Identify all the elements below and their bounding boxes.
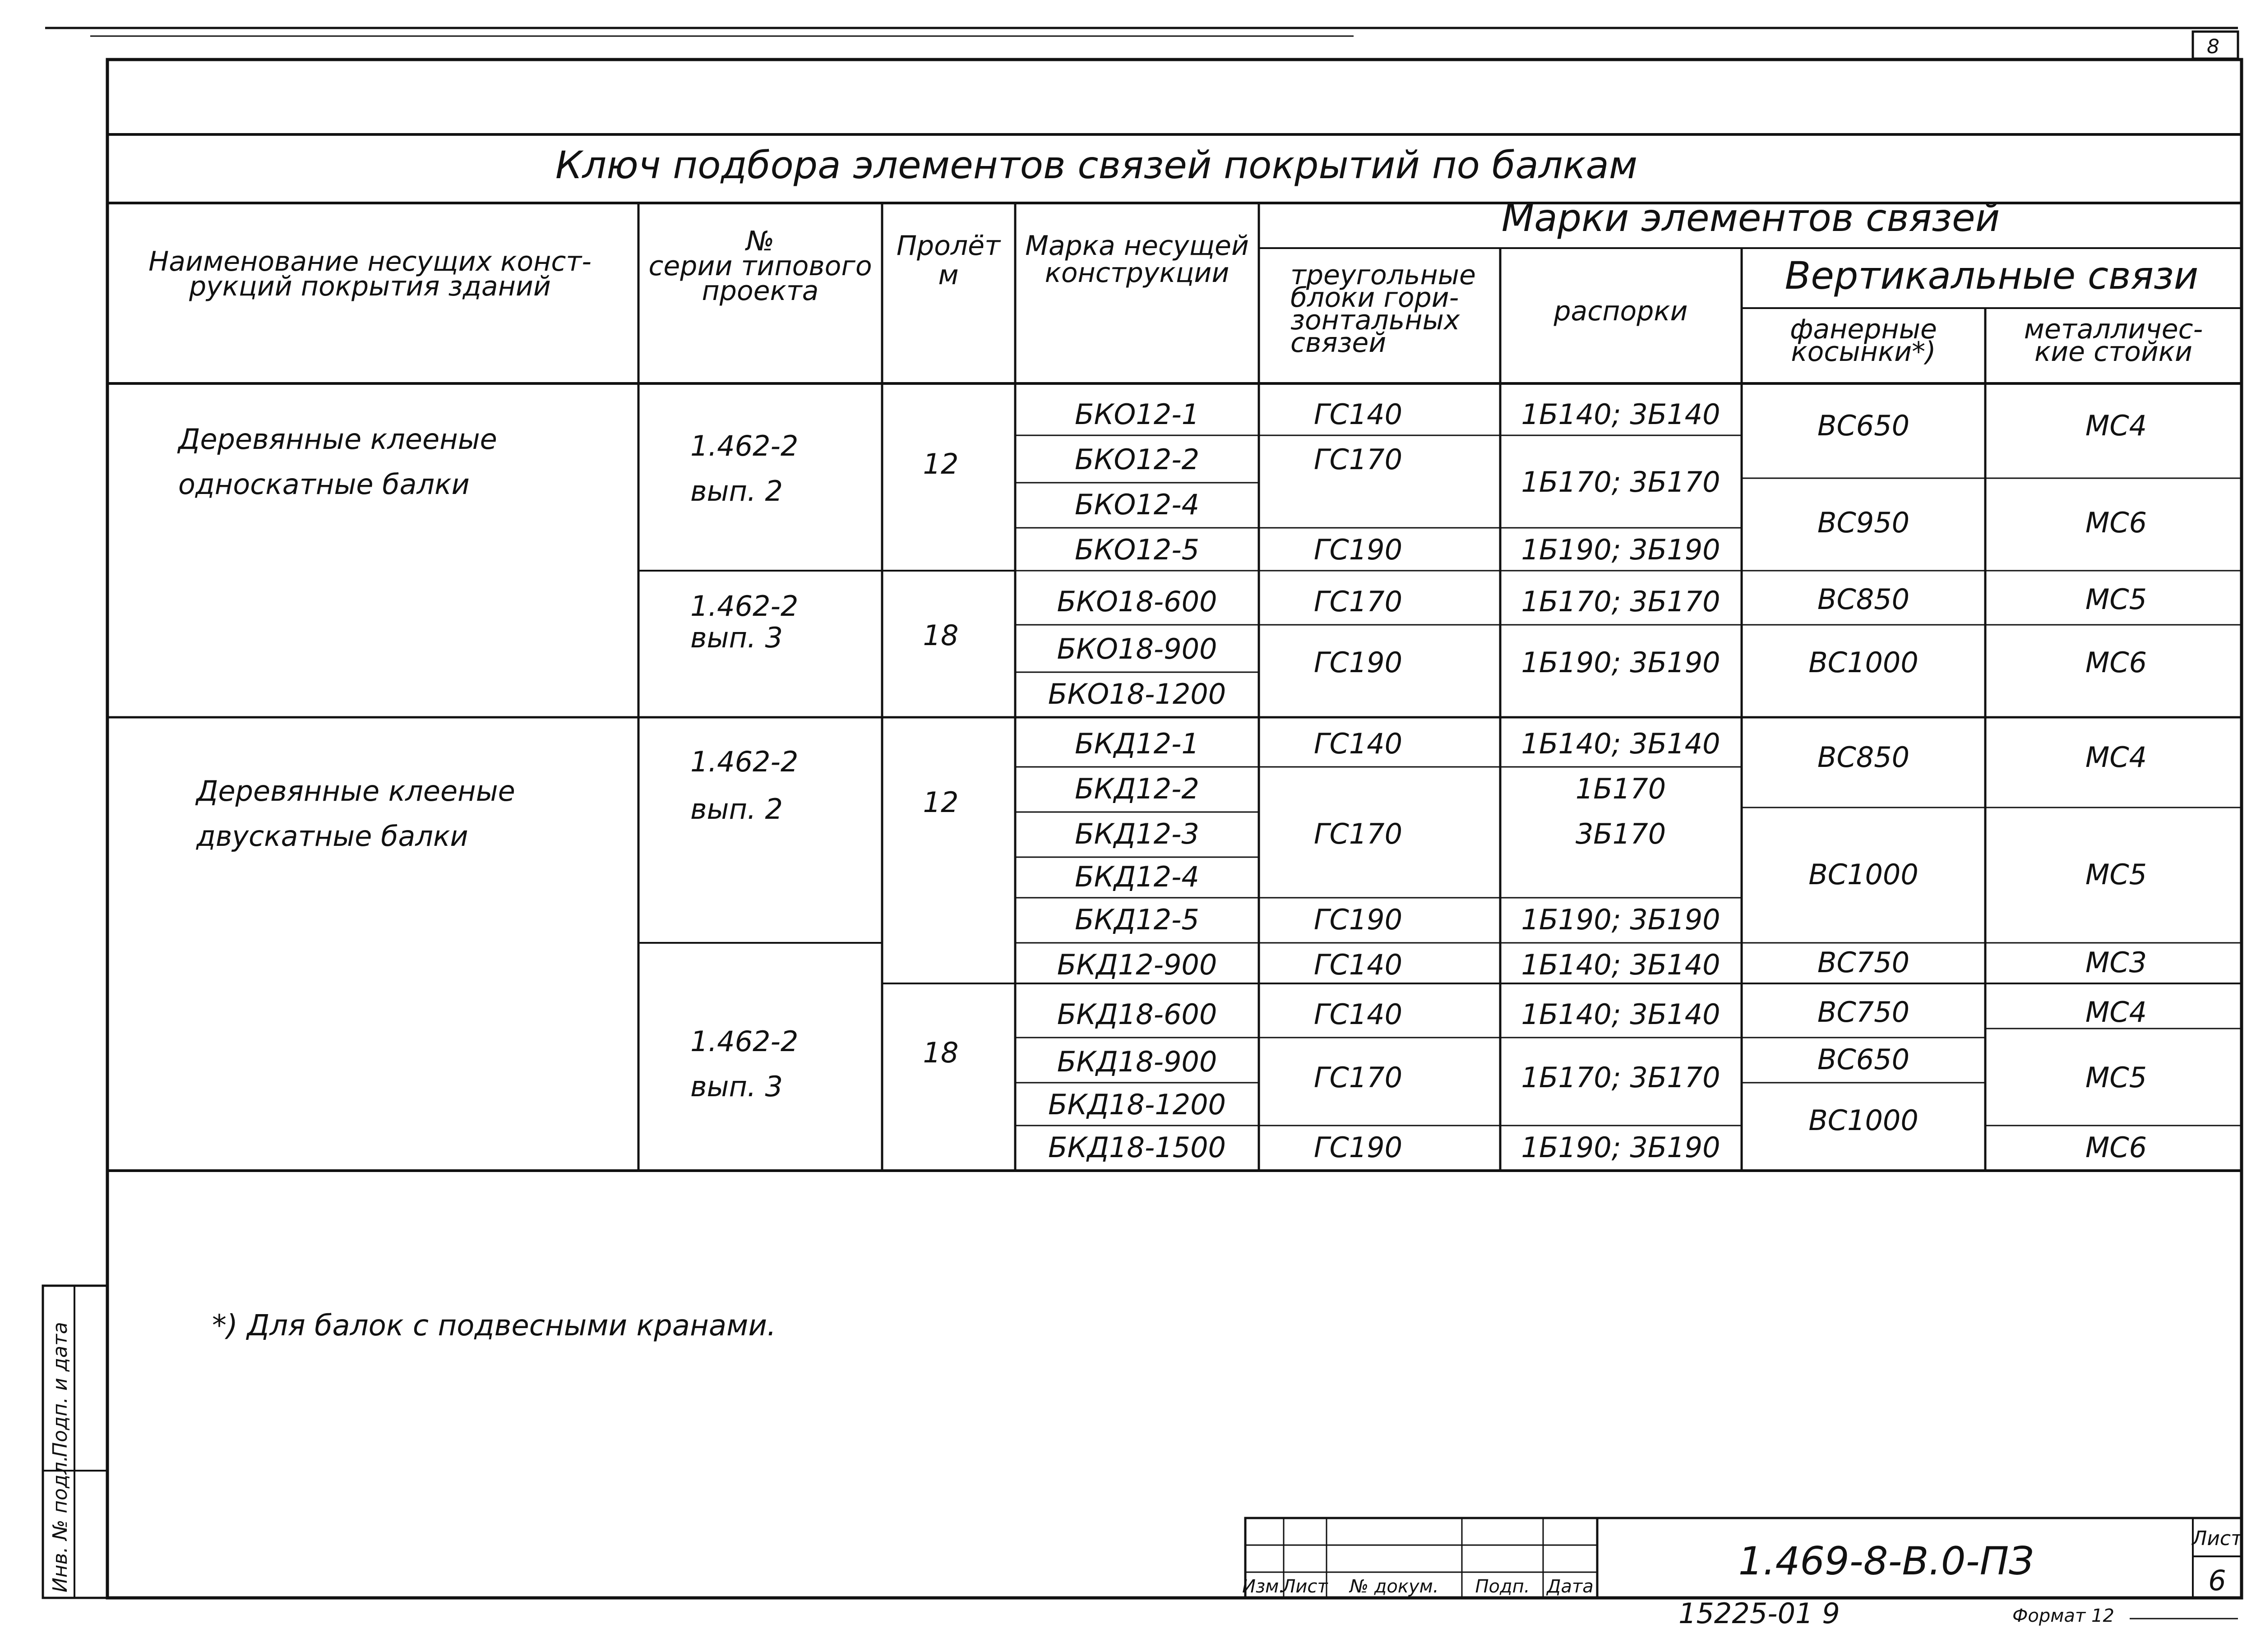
svg-text:БКД18-1200: БКД18-1200	[1048, 1088, 1226, 1121]
svg-text:1Б170: 1Б170	[1575, 772, 1666, 805]
svg-text:ГС170: ГС170	[1313, 1061, 1403, 1094]
svg-text:1.462-2: 1.462-2	[690, 1025, 799, 1058]
tb-col-sheet: Лист	[1282, 1576, 1328, 1597]
header-plywood	[1790, 314, 1937, 368]
svg-text:БКО18-900: БКО18-900	[1057, 632, 1217, 665]
svg-text:ВС650: ВС650	[1817, 1043, 1910, 1076]
svg-text:МС4: МС4	[2085, 741, 2147, 774]
svg-text:ВС850: ВС850	[1817, 583, 1910, 616]
plywood-cells	[1808, 409, 1919, 1137]
svg-text:1Б190; 3Б190: 1Б190; 3Б190	[1521, 533, 1720, 566]
svg-text:зонтальных: зонтальных	[1290, 305, 1460, 336]
svg-text:ВС950: ВС950	[1817, 506, 1910, 539]
svg-text:вып. 2: вып. 2	[690, 793, 783, 826]
sheet-number: 6	[2208, 1564, 2226, 1597]
header-metal	[2024, 314, 2203, 368]
sheet-title: Ключ подбора элементов связей покрытий по балкам	[555, 143, 1638, 187]
group-name-mono	[177, 423, 497, 501]
svg-text:Деревянные клееные: Деревянные клееные	[178, 423, 497, 456]
svg-text:18: 18	[923, 619, 959, 652]
svg-text:вып. 2: вып. 2	[690, 475, 783, 508]
svg-text:ГС170: ГС170	[1313, 817, 1403, 850]
svg-text:БКД18-900: БКД18-900	[1057, 1045, 1217, 1078]
svg-text:МС6: МС6	[2085, 1131, 2147, 1164]
svg-text:БКД12-5: БКД12-5	[1075, 903, 1199, 936]
svg-text:рукций покрытия зданий: рукций покрытия зданий	[189, 271, 551, 302]
svg-text:вып. 3: вып. 3	[690, 621, 783, 654]
svg-text:1.462-2: 1.462-2	[690, 745, 799, 778]
svg-text:односкатные балки: односкатные балки	[178, 468, 470, 501]
svg-text:1Б140; 3Б140: 1Б140; 3Б140	[1521, 948, 1720, 981]
tb-col-change: Изм.	[1242, 1576, 1285, 1597]
svg-text:МС5: МС5	[2085, 583, 2147, 616]
svg-text:БКО18-600: БКО18-600	[1057, 585, 1217, 618]
svg-text:3Б170: 3Б170	[1575, 817, 1666, 850]
svg-text:МС5: МС5	[2085, 858, 2147, 891]
tb-col-sign: Подп.	[1475, 1576, 1530, 1597]
header-vertical: Вертикальные связи	[1784, 254, 2199, 298]
svg-text:ВС1000: ВС1000	[1808, 1104, 1919, 1137]
svg-text:проекта: проекта	[702, 275, 819, 307]
svg-text:МС5: МС5	[2085, 1061, 2147, 1094]
svg-text:ГС190: ГС190	[1313, 533, 1403, 566]
svg-text:вып. 3: вып. 3	[690, 1070, 783, 1103]
header-struts: распорки	[1553, 295, 1688, 327]
svg-text:Деревянные клееные: Деревянные клееные	[196, 775, 515, 808]
svg-text:серии типового: серии типового	[648, 250, 872, 282]
svg-text:ВС1000: ВС1000	[1808, 858, 1919, 891]
svg-text:МС3: МС3	[2085, 946, 2147, 979]
svg-text:12: 12	[923, 448, 959, 480]
svg-text:БКД18-1500: БКД18-1500	[1048, 1131, 1226, 1164]
corner-mark: 8	[2207, 35, 2219, 58]
svg-text:ГС190: ГС190	[1313, 1131, 1403, 1164]
svg-text:БКД12-4: БКД12-4	[1075, 860, 1199, 893]
svg-text:косынки*): косынки*)	[1791, 336, 1936, 368]
group-name-gable	[195, 775, 515, 853]
svg-text:блоки гори-: блоки гори-	[1290, 282, 1459, 314]
sheet-label: Лист	[2192, 1527, 2242, 1550]
svg-text:1Б190; 3Б190: 1Б190; 3Б190	[1521, 903, 1720, 936]
svg-text:ВС850: ВС850	[1817, 741, 1910, 774]
title-block	[1242, 1518, 2243, 1598]
header-span	[897, 230, 1001, 291]
svg-text:металличес-: металличес-	[2024, 314, 2203, 345]
svg-text:ГС170: ГС170	[1313, 585, 1403, 618]
svg-text:МС6: МС6	[2085, 646, 2147, 679]
svg-text:БКД12-2: БКД12-2	[1075, 772, 1199, 805]
metal-cells	[2085, 409, 2147, 1164]
svg-text:треугольные: треугольные	[1290, 259, 1476, 291]
struts-cells	[1521, 398, 1720, 1164]
svg-text:1.462-2: 1.462-2	[690, 590, 799, 623]
svg-text:1Б170; 3Б170: 1Б170; 3Б170	[1521, 585, 1720, 618]
stamp-inventory-label: Инв. № подл.	[49, 1455, 72, 1592]
svg-text:БКД18-600: БКД18-600	[1057, 998, 1217, 1031]
svg-text:МС6: МС6	[2085, 506, 2147, 539]
mark-cells	[1048, 398, 1226, 1164]
svg-text:ГС140: ГС140	[1313, 998, 1403, 1031]
svg-text:БКД12-3: БКД12-3	[1075, 817, 1199, 850]
svg-text:1Б190; 3Б190: 1Б190; 3Б190	[1521, 646, 1720, 679]
tb-col-date: Дата	[1547, 1576, 1594, 1597]
svg-text:БКД12-1: БКД12-1	[1075, 727, 1199, 760]
svg-text:ГС140: ГС140	[1313, 398, 1403, 431]
vertical-grid	[1742, 478, 2242, 1126]
svg-text:ГС190: ГС190	[1313, 646, 1403, 679]
svg-text:1Б140; 3Б140: 1Б140; 3Б140	[1521, 398, 1720, 431]
svg-text:БКО12-2: БКО12-2	[1074, 443, 1200, 476]
format-label: Формат 12	[2012, 1606, 2114, 1626]
svg-text:1.462-2: 1.462-2	[690, 429, 799, 462]
inventory-number: 15225-01 9	[1678, 1597, 1840, 1630]
stamp-signature-label: Подп. и дата	[49, 1322, 72, 1457]
svg-text:12: 12	[923, 786, 959, 819]
tb-col-doc: № докум.	[1350, 1576, 1439, 1597]
triangular-cells	[1314, 398, 1402, 1164]
series-cell	[690, 429, 798, 1103]
side-stamp	[43, 1286, 107, 1598]
header-triangular	[1290, 259, 1476, 359]
svg-text:МС4: МС4	[2085, 409, 2147, 442]
svg-text:БКО12-5: БКО12-5	[1074, 533, 1200, 566]
footnote: *) Для балок с подвесными кранами.	[212, 1309, 777, 1343]
svg-text:1Б140; 3Б140: 1Б140; 3Б140	[1521, 998, 1720, 1031]
svg-text:двускатные балки: двускатные балки	[196, 820, 468, 853]
svg-text:Марка несущей: Марка несущей	[1025, 230, 1249, 262]
svg-text:ГС140: ГС140	[1313, 948, 1403, 981]
svg-text:1Б170; 3Б170: 1Б170; 3Б170	[1521, 466, 1720, 498]
svg-text:кие стойки: кие стойки	[2034, 336, 2193, 368]
svg-text:ВС750: ВС750	[1817, 996, 1910, 1029]
svg-text:БКО12-1: БКО12-1	[1074, 398, 1200, 431]
header-element-marks: Марки элементов связей	[1501, 196, 2000, 240]
svg-text:№: №	[746, 226, 775, 257]
svg-text:1Б190; 3Б190: 1Б190; 3Б190	[1521, 1131, 1720, 1164]
svg-text:ВС650: ВС650	[1817, 409, 1910, 442]
header-name	[148, 246, 592, 302]
svg-text:Пролёт: Пролёт	[896, 230, 1001, 262]
header-mark	[1025, 230, 1249, 289]
svg-text:1Б170; 3Б170: 1Б170; 3Б170	[1521, 1061, 1720, 1094]
svg-text:БКО12-4: БКО12-4	[1074, 488, 1200, 521]
svg-text:ГС190: ГС190	[1313, 903, 1403, 936]
svg-text:18: 18	[923, 1036, 959, 1069]
svg-text:м: м	[938, 259, 959, 291]
svg-text:связей: связей	[1290, 327, 1387, 359]
svg-text:1Б140; 3Б140: 1Б140; 3Б140	[1521, 727, 1720, 760]
svg-text:ГС140: ГС140	[1313, 727, 1403, 760]
svg-text:ГС170: ГС170	[1313, 443, 1403, 476]
document-code: 1.469-8-В.0-ПЗ	[1738, 1539, 2034, 1584]
svg-text:Наименование несущих конст-: Наименование несущих конст-	[148, 246, 592, 277]
svg-text:ВС1000: ВС1000	[1808, 646, 1919, 679]
svg-text:ВС750: ВС750	[1817, 946, 1910, 979]
svg-text:МС4: МС4	[2085, 996, 2147, 1029]
header-series	[648, 226, 872, 307]
span-cell	[923, 448, 959, 1069]
svg-text:БКД12-900: БКД12-900	[1057, 948, 1217, 981]
svg-text:конструкции: конструкции	[1045, 257, 1230, 289]
svg-text:фанерные: фанерные	[1790, 314, 1937, 345]
svg-text:БКО18-1200: БКО18-1200	[1048, 678, 1226, 711]
